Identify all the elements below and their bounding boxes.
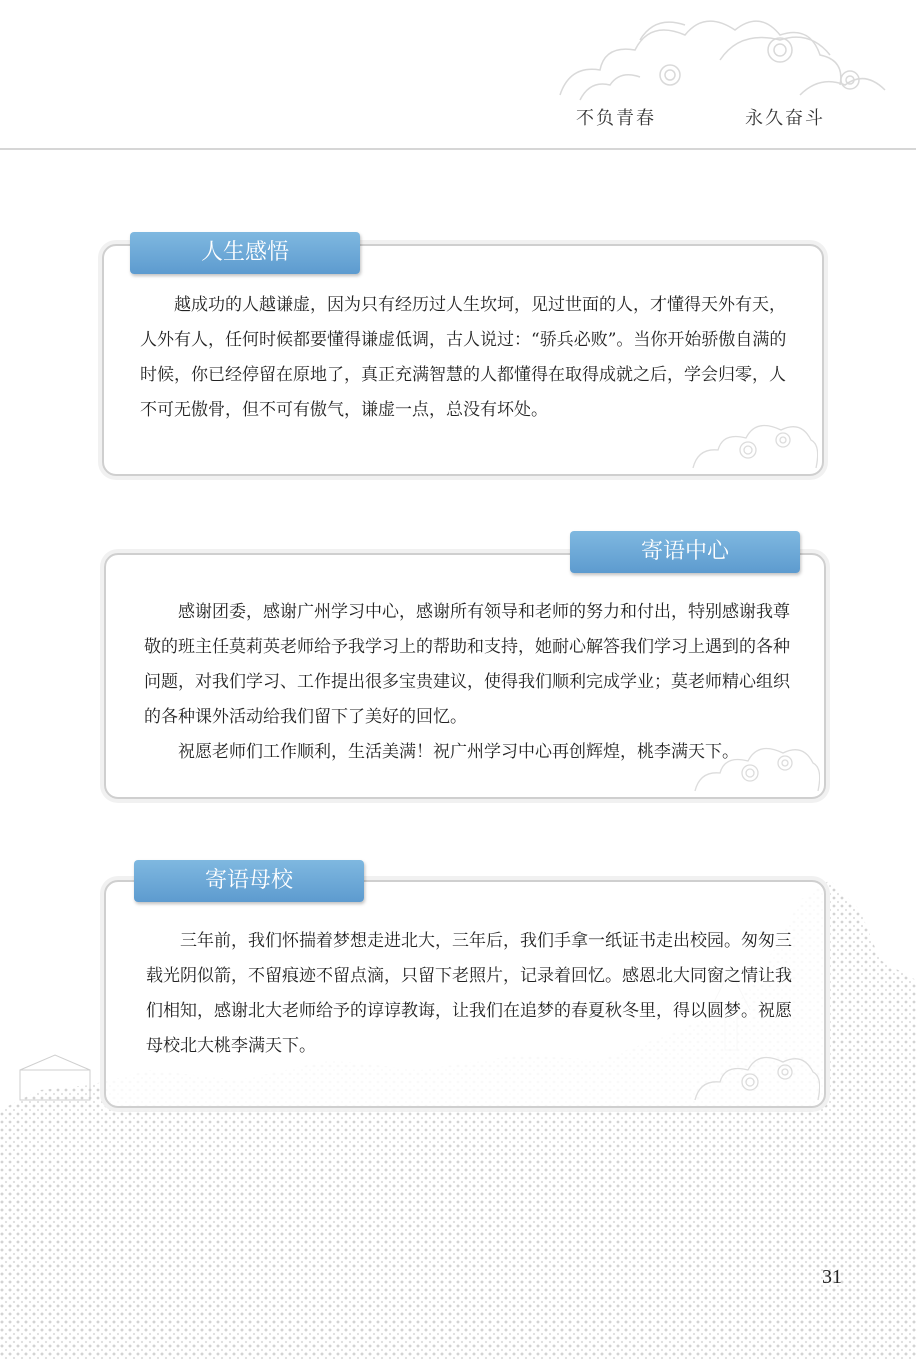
header-divider bbox=[0, 148, 916, 150]
cloud-ornament bbox=[688, 410, 818, 470]
section-paragraph: 三年前，我们怀揣着梦想走进北大，三年后，我们手拿一纸证书走出校园。匆匆三载光阴似箭，不留痕迹不留点滴，只留下老照片，记录着回忆。感恩北大同窗之情让我们相知，感谢北大老师给予的谆谆教诲，让我们在追梦的春夏秋冬里，得以圆梦。祝愿母校北大桃李满天下。 bbox=[146, 931, 792, 1056]
page-number: 31 bbox=[822, 1266, 842, 1288]
section-paragraph: 越成功的人越谦虚，因为只有经历过人生坎坷，见过世面的人，才懂得天外有天，人外有人，任何时候都要懂得谦虚低调，古人说过：“骄兵必败”。当你开始骄傲自满的时候，你已经停留在原地了，真正充满智慧的人都懂得在取得成就之后，学会归零，人不可无傲骨，但不可有傲气，谦虚一点，总没有坏处。 bbox=[140, 295, 787, 420]
header-slogan-left: 不负青春 bbox=[576, 108, 656, 129]
section-card-message-to-center bbox=[104, 539, 826, 799]
header-cloud-ornament bbox=[520, 0, 916, 120]
section-title: 寄语中心 bbox=[570, 531, 800, 573]
section-title: 寄语母校 bbox=[134, 860, 364, 902]
section-title: 人生感悟 bbox=[130, 232, 360, 274]
section-card-message-to-alma-mater bbox=[104, 868, 826, 1108]
cloud-ornament bbox=[690, 733, 820, 793]
section-paragraph: 感谢团委，感谢广州学习中心，感谢所有领导和老师的努力和付出，特别感谢我尊敬的班主任莫莉英老师给予我学习上的帮助和支持，她耐心解答我们学习上遇到的各种问题，对我们学习、工作提出很多宝贵建议，使得我们顺利完成学业；莫老师精心组织的各种课外活动给我们留下了美好的回忆。 bbox=[144, 602, 790, 727]
header-slogan-right: 永久奋斗 bbox=[745, 108, 825, 129]
section-paragraph: 祝愿老师们工作顺利，生活美满！祝广州学习中心再创辉煌，桃李满天下。 bbox=[178, 742, 739, 762]
section-body bbox=[140, 288, 800, 428]
section-card-life-insight bbox=[102, 240, 824, 476]
cloud-ornament bbox=[690, 1042, 820, 1102]
